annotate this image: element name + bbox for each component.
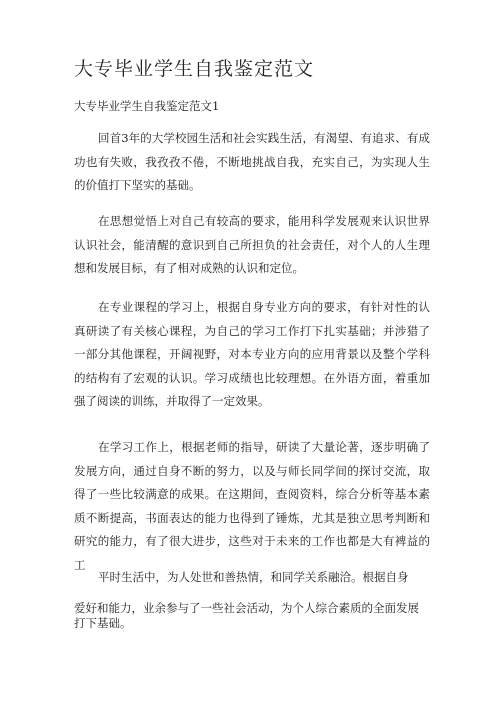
document-title: 大专毕业学生自我鉴定范文	[74, 58, 315, 80]
document-subtitle: 大专毕业学生自我鉴定范文1	[74, 99, 220, 113]
paragraph-ideology: 在思想觉悟上对自己有较高的要求，能用科学发展观来认识世界认识社会，能清醒的意识到自己所担负的社会责任，对个人的人生理想和发展目标，有了相对成熟的认识和定位。	[74, 214, 430, 275]
paragraph-reflection: 回首3年的大学校园生活和社会实践生活，有渴望、有追求、有成功也有失败，我孜孜不倦，不断地挑战自我，充实自己，为实现人生的价值打下坚实的基础。	[74, 131, 430, 192]
paragraph-coursework: 在专业课程的学习上，根据自身专业方向的要求，有针对性的认真研读了有关核心课程，为自己的学习工作打下扎实基础；并涉猎了一部分其他课程，开阔视野，对本专业方向的应用背景以及整个学科的结构有了宏观的认识。学习成绩也比较理想。在外语方面，着重加强了阅读的训练，并取得了一定效果。	[74, 300, 430, 408]
paragraph-daily-life: 平时生活中，为人处世和善热情，和同学关系融洽。根据自身	[98, 570, 409, 584]
paragraph-daily-life-continued: 爱好和能力，业余参与了一些社会活动，为个人综合素质的全面发展打下基础。	[74, 601, 419, 630]
paragraph-study-work: 在学习工作上，根据老师的指导，研读了大量论著，逐步明确了发展方向，通过自身不断的努力，以及与师长同学间的探讨交流，取得了一些比较满意的成果。在这期间，查阅资料，综合分析等基本素质不断提高，书面表达的能力也得到了锤炼，尤其是独立思考判断和研究的能力，有了很大进步，这些对于未来的工作也都是大有裨益的工	[74, 440, 430, 572]
